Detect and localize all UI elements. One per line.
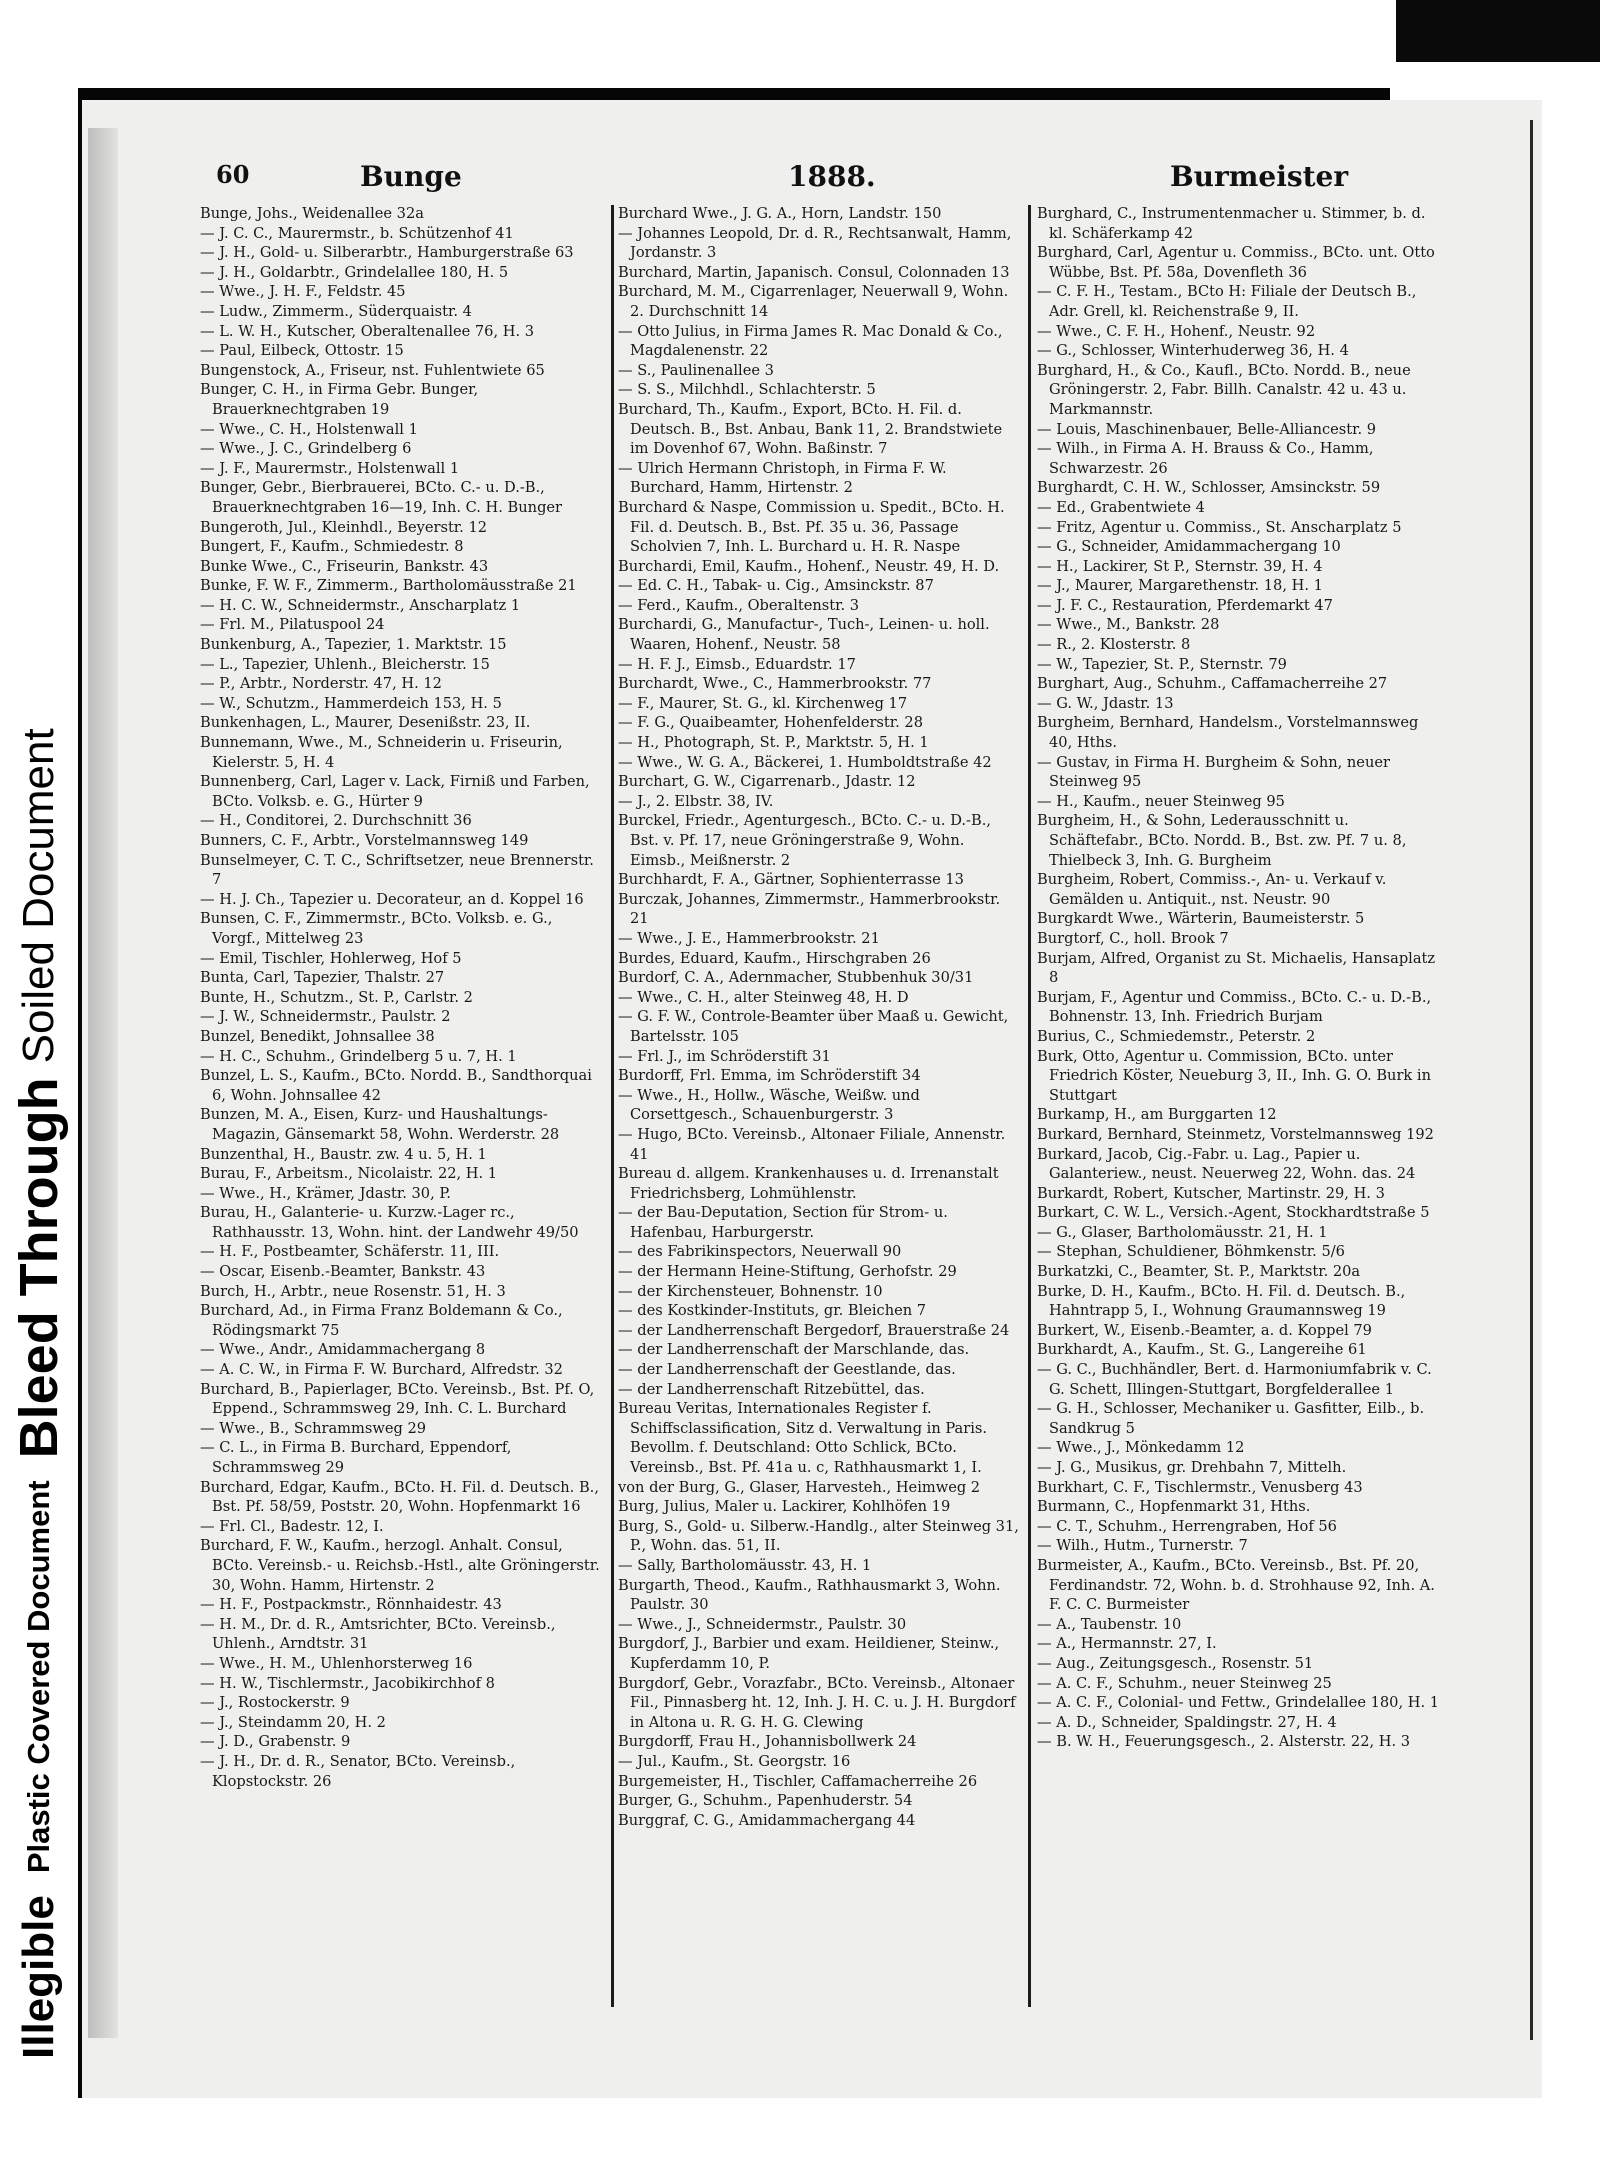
directory-entry: — P., Arbtr., Norderstr. 47, H. 12: [200, 675, 442, 693]
directory-entry: Burgdorf, Gebr., Vorazfabr., BCto. Vereinsb., Altonaer Fil., Pinnasberg ht. 12, Inh. J. H. C. u. J. H. Burgdorf in Altona u. R. G. H. G. Clewing: [618, 1674, 1016, 1731]
directory-entry: — Gustav, in Firma H. Burgheim & Sohn, neuer Steinweg 95: [1037, 753, 1390, 791]
directory-entry: — J., 2. Elbstr. 38, IV.: [618, 792, 774, 810]
banner-soiled-document: Soiled Document: [14, 728, 63, 1064]
directory-entry: Bunsen, C. F., Zimmermstr., BCto. Volksb. e. G., Vorgf., Mittelweg 23: [200, 910, 553, 947]
directory-entry: Bunger, Gebr., Bierbrauerei, BCto. C.- u. D.-B., Brauerknechtgraben 16—19, Inh. C. H. Bunger: [200, 479, 563, 516]
directory-entry: — Wwe., J., Schneidermstr., Paulstr. 30: [618, 1615, 907, 1633]
directory-entry: Burjam, Alfred, Organist zu St. Michaelis, Hansaplatz 8: [1037, 949, 1436, 987]
directory-entry: — A. D., Schneider, Spaldingstr. 27, H. 4: [1037, 1713, 1337, 1731]
directory-entry: — Otto Julius, in Firma James R. Mac Donald & Co., Magdalenenstr. 22: [618, 322, 1003, 360]
directory-entry: — H. F., Postbeamter, Schäferstr. 11, III.: [200, 1243, 500, 1261]
directory-entry: Burchard, Edgar, Kaufm., BCto. H. Fil. d. Deutsch. B., Bst. Pf. 58/59, Poststr. 20, Wohn. Hopfenmarkt 16: [200, 1478, 599, 1516]
directory-entry: Burkhart, C. F., Tischlermstr., Venusberg 43: [1037, 1478, 1363, 1496]
directory-entry: — Wwe., H., Hollw., Wäsche, Weißw. und Corsettgesch., Schauenburgerstr. 3: [618, 1086, 920, 1124]
directory-entry: — J., Steindamm 20, H. 2: [200, 1713, 386, 1731]
directory-entry: Bunkenhagen, L., Maurer, Desenißstr. 23, II.: [200, 714, 531, 732]
directory-entry: — Wwe., H. M., Uhlenhorsterweg 16: [200, 1654, 473, 1672]
directory-entry: — H., Kaufm., neuer Steinweg 95: [1037, 792, 1285, 810]
directory-entry: Burkhardt, A., Kaufm., St. G., Langereihe 61: [1037, 1341, 1367, 1359]
directory-entry: — S., Paulinenallee 3: [618, 361, 774, 379]
directory-entry: — A. C. F., Schuhm., neuer Steinweg 25: [1037, 1674, 1332, 1692]
directory-entry: Burk, Otto, Agentur u. Commission, BCto. unter Friedrich Köster, Neueburg 3, II., Inh. G. O. Burk in Stuttgart: [1037, 1047, 1431, 1104]
directory-entry: — Wilh., in Firma A. H. Brauss & Co., Hamm, Schwarzestr. 26: [1037, 440, 1374, 477]
directory-entry: von der Burg, G., Glaser, Harvesteh., Heimweg 2: [618, 1478, 981, 1496]
directory-entry: Burkamp, H., am Burggarten 12: [1037, 1106, 1277, 1124]
running-head-right: Burmeister: [1170, 160, 1349, 193]
directory-entry: — L., Tapezier, Uhlenh., Bleicherstr. 15: [200, 655, 490, 673]
directory-entry: — H. C. W., Schneidermstr., Anscharplatz 1: [200, 596, 521, 614]
directory-entry: Burchard, Ad., in Firma Franz Boldemann & Co., Rödingsmarkt 75: [200, 1302, 563, 1339]
directory-entry: Bunke Wwe., C., Friseurin, Bankstr. 43: [200, 557, 489, 575]
directory-entry: — B. W. H., Feuerungsgesch., 2. Alsterstr. 22, H. 3: [1037, 1733, 1411, 1751]
directory-entry: — A., Taubenstr. 10: [1037, 1615, 1182, 1633]
directory-entry: — Johannes Leopold, Dr. d. R., Rechtsanwalt, Hamm, Jordanstr. 3: [618, 224, 1012, 262]
directory-entry: Burau, H., Galanterie- u. Kurzw.-Lager rc., Rathhausstr. 13, Wohn. hint. der Landwehr 49/50: [200, 1204, 579, 1241]
directory-entry: — G. C., Buchhändler, Bert. d. Harmoniumfabrik v. C. G. Schett, Illingen-Stuttgart, Borgfelderallee 1: [1037, 1361, 1432, 1398]
directory-entry: Burczak, Johannes, Zimmermstr., Hammerbrookstr. 21: [618, 890, 1001, 928]
directory-entry: Burg, S., Gold- u. Silberw.-Handlg., alter Steinweg 31, P., Wohn. das. 51, II.: [618, 1517, 1019, 1555]
directory-entry: — F. G., Quaibeamter, Hohenfelderstr. 28: [618, 714, 923, 732]
running-head-left: Bunge: [360, 160, 462, 193]
directory-entry: — J., Rostockerstr. 9: [200, 1694, 350, 1712]
directory-entry: Burgemeister, H., Tischler, Caffamacherreihe 26: [618, 1772, 978, 1790]
directory-entry: — H. F. J., Eimsb., Eduardstr. 17: [618, 655, 856, 673]
directory-entry: Burius, C., Schmiedemstr., Peterstr. 2: [1037, 1027, 1316, 1045]
directory-entry: — Ulrich Hermann Christoph, in Firma F. W. Burchard, Hamm, Hirtenstr. 2: [618, 459, 947, 497]
directory-entry: — R., 2. Klosterstr. 8: [1037, 636, 1191, 654]
directory-entry: — Ferd., Kaufm., Oberaltenstr. 3: [618, 596, 860, 614]
directory-entry: — H. C., Schuhm., Grindelberg 5 u. 7, H. 1: [200, 1047, 517, 1065]
directory-entry: — Ludw., Zimmerm., Süderquaistr. 4: [200, 302, 472, 320]
directory-entry: Burgdorff, Frau H., Johannisbollwerk 24: [618, 1733, 917, 1751]
directory-entry: — J. H., Dr. d. R., Senator, BCto. Vereinsb., Klopstockstr. 26: [200, 1752, 516, 1790]
directory-entry: Bunnemann, Wwe., M., Schneiderin u. Friseurin, Kielerstr. 5, H. 4: [200, 734, 563, 771]
directory-entry: Burchard, M. M., Cigarrenlager, Neuerwall 9, Wohn. 2. Durchschnitt 14: [618, 283, 1009, 320]
directory-entry: — der Bau-Deputation, Section für Strom- u. Hafenbau, Harburgerstr.: [618, 1204, 948, 1241]
directory-entry: Bunnenberg, Carl, Lager v. Lack, Firniß und Farben, BCto. Volksb. e. G., Hürter 9: [200, 773, 590, 810]
directory-entry: — der Hermann Heine-Stiftung, Gerhofstr. 29: [618, 1263, 957, 1281]
directory-entry: — Wwe., Andr., Amidammachergang 8: [200, 1341, 486, 1359]
directory-entry: Bunke, F. W. F., Zimmerm., Bartholomäusstraße 21: [200, 577, 577, 595]
directory-entry: Burgheim, Bernhard, Handelsm., Vorstelmannsweg 40, Hths.: [1037, 714, 1419, 752]
directory-entry: Burchard, Martin, Japanisch. Consul, Colonnaden 13: [618, 263, 1010, 281]
directory-entry: — W., Schutzm., Hammerdeich 153, H. 5: [200, 694, 502, 712]
directory-entry: Burchardi, G., Manufactur-, Tuch-, Leinen- u. holl. Waaren, Hohenf., Neustr. 58: [618, 616, 990, 654]
directory-entry: — Wwe., H., Krämer, Jdastr. 30, P.: [200, 1184, 451, 1202]
directory-entry: — C. F. H., Testam., BCto H: Filiale der Deutsch B., Adr. Grell, kl. Reichenstraße 9, II.: [1037, 283, 1417, 320]
directory-entry: Burchard, Th., Kaufm., Export, BCto. H. Fil. d. Deutsch. B., Bst. Anbau, Bank 11, 2. Brandstwiete im Dovenhof 67, Wohn. Baßinstr. 7: [618, 400, 1003, 458]
directory-entry: Burjam, F., Agentur und Commiss., BCto. C.- u. D.-B., Bohnenstr. 13, Inh. Friedrich Burjam: [1037, 988, 1432, 1026]
directory-entry: — der Landherrenschaft Bergedorf, Brauerstraße 24: [618, 1321, 1010, 1339]
directory-entry: Bureau Veritas, Internationales Register f. Schiffsclassification, Sitz d. Verwaltung in Paris. Bevollm. f. Deutschland: Otto Schlick, BCto. Vereinsb., Bst. Pf. 41a u. c, Rathhausmarkt 1, I.: [618, 1400, 988, 1476]
directory-entry: Bunzen, M. A., Eisen, Kurz- und Haushaltungs-Magazin, Gänsemarkt 58, Wohn. Werderstr. 28: [200, 1106, 560, 1143]
directory-entry: — Wwe., J. E., Hammerbrookstr. 21: [618, 929, 880, 947]
directory-entry: — Wwe., J. H. F., Feldstr. 45: [200, 283, 406, 301]
directory-entry: — A. C. W., in Firma F. W. Burchard, Alfredstr. 32: [200, 1361, 563, 1379]
directory-entry: — der Landherrenschaft der Geestlande, das.: [618, 1361, 956, 1379]
running-head-year: 1888.: [788, 160, 876, 193]
directory-entry: — W., Tapezier, St. P., Sternstr. 79: [1037, 655, 1287, 673]
directory-entry: — H., Conditorei, 2. Durchschnitt 36: [200, 812, 472, 830]
directory-entry: — des Fabrikinspectors, Neuerwall 90: [618, 1243, 902, 1261]
directory-entry: — J. D., Grabenstr. 9: [200, 1733, 351, 1751]
bottom-margin: [78, 2098, 1600, 2177]
directory-entry: — C. L., in Firma B. Burchard, Eppendorf, Schrammsweg 29: [200, 1439, 512, 1476]
directory-entry: — Frl. M., Pilatuspool 24: [200, 616, 385, 634]
directory-entry: — G. F. W., Controle-Beamter über Maaß u. Gewicht, Bartelsstr. 105: [618, 1008, 1009, 1045]
directory-entry: Burkardt, Robert, Kutscher, Martinstr. 29, H. 3: [1037, 1184, 1385, 1202]
directory-entry: Burghart, Aug., Schuhm., Caffamacherreihe 27: [1037, 675, 1388, 693]
directory-entry: — Aug., Zeitungsgesch., Rosenstr. 51: [1037, 1654, 1314, 1672]
directory-entry: Burghardt, C. H. W., Schlosser, Amsinckstr. 59: [1037, 479, 1381, 497]
directory-entry: — Stephan, Schuldiener, Böhmkenstr. 5/6: [1037, 1243, 1345, 1261]
directory-entry: — Louis, Maschinenbauer, Belle-Alliancestr. 9: [1037, 420, 1377, 438]
directory-entry: — Ed. C. H., Tabak- u. Cig., Amsinckstr. 87: [618, 577, 934, 595]
directory-entry: Burke, D. H., Kaufm., BCto. H. Fil. d. Deutsch. B., Hahntrapp 5, I., Wohnung Graumannsweg 19: [1037, 1282, 1406, 1320]
directory-entry: — H., Photograph, St. P., Marktstr. 5, H. 1: [618, 734, 929, 752]
directory-entry: — Paul, Eilbeck, Ottostr. 15: [200, 342, 404, 360]
directory-entry: — Wwe., J. C., Grindelberg 6: [200, 440, 412, 458]
directory-entry: Burkatzki, C., Beamter, St. P., Marktstr. 20a: [1037, 1263, 1361, 1281]
directory-entry: Bunners, C. F., Arbtr., Vorstelmannsweg 149: [200, 832, 529, 849]
directory-entry: — F., Maurer, St. G., kl. Kirchenweg 17: [618, 694, 908, 712]
directory-entry: Bunge, Johs., Weidenallee 32a: [200, 205, 424, 222]
directory-entry: Bungeroth, Jul., Kleinhdl., Beyerstr. 12: [200, 518, 488, 536]
directory-entry: — J. F., Maurermstr., Holstenwall 1: [200, 459, 460, 477]
directory-entry: — J., Maurer, Margarethenstr. 18, H. 1: [1037, 577, 1323, 595]
directory-entry: — Emil, Tischler, Hohlerweg, Hof 5: [200, 949, 462, 967]
directory-entry: — C. T., Schuhm., Herrengraben, Hof 56: [1037, 1517, 1337, 1535]
directory-entry: — Wwe., B., Schrammsweg 29: [200, 1419, 427, 1437]
directory-entry: — der Kirchensteuer, Bohnenstr. 10: [618, 1282, 883, 1300]
directory-entry: — Frl. J., im Schröderstift 31: [618, 1047, 831, 1065]
directory-entry: Burchard Wwe., J. G. A., Horn, Landstr. 150: [618, 205, 942, 222]
directory-entry: — G., Schlosser, Winterhuderweg 36, H. 4: [1037, 342, 1349, 360]
directory-entry: — Fritz, Agentur u. Commiss., St. Anscharplatz 5: [1037, 518, 1402, 536]
directory-entry: — H. F., Postpackmstr., Rönnhaidestr. 43: [200, 1596, 502, 1614]
directory-entry: Burckel, Friedr., Agenturgesch., BCto. C.- u. D.-B., Bst. v. Pf. 17, neue Gröningerstraße 9, Wohn. Eimsb., Meißnerstr. 2: [618, 812, 991, 869]
directory-entry: — Wwe., C. F. H., Hohenf., Neustr. 92: [1037, 322, 1316, 340]
directory-entry: Burgdorf, J., Barbier und exam. Heildiener, Steinw., Kupferdamm 10, P.: [618, 1635, 1000, 1672]
directory-entry: — Oscar, Eisenb.-Beamter, Bankstr. 43: [200, 1263, 486, 1281]
directory-entry: — G., Schneider, Amidammachergang 10: [1037, 538, 1341, 556]
column-rule: [611, 205, 614, 2007]
directory-entry: — Wwe., M., Bankstr. 28: [1037, 616, 1220, 634]
directory-entry: — H., Lackirer, St P., Sternstr. 39, H. 4: [1037, 557, 1323, 575]
directory-entry: — J. C. C., Maurermstr., b. Schützenhof 41: [200, 224, 514, 242]
directory-entry: — A., Hermannstr. 27, I.: [1037, 1635, 1217, 1653]
directory-entry: — S. S., Milchhdl., Schlachterstr. 5: [618, 381, 876, 399]
directory-entry: — Wwe., J., Mönkedamm 12: [1037, 1439, 1245, 1457]
page-number: 60: [216, 160, 250, 189]
page-binding-edge: [88, 128, 118, 2038]
directory-entry: — G. H., Schlosser, Mechaniker u. Gasfitter, Eilb., b. Sandkrug 5: [1037, 1400, 1425, 1437]
directory-entry: Bunkenburg, A., Tapezier, 1. Marktstr. 15: [200, 636, 507, 654]
directory-entry: — H. W., Tischlermstr., Jacobikirchhof 8: [200, 1674, 495, 1692]
directory-entry: Burkard, Bernhard, Steinmetz, Vorstelmannsweg 192: [1037, 1125, 1434, 1143]
directory-entry: Bureau d. allgem. Krankenhauses u. d. Irrenanstalt Friedrichsberg, Lohmühlenstr.: [618, 1165, 999, 1202]
directory-entry: — A. C. F., Colonial- und Fettw., Grindelallee 180, H. 1: [1037, 1694, 1440, 1712]
directory-entry: — Ed., Grabentwiete 4: [1037, 498, 1205, 516]
directory-entry: Bungenstock, A., Friseur, nst. Fuhlentwiete 65: [200, 361, 545, 379]
banner-bleed-through: Bleed Through: [9, 1077, 69, 1459]
directory-entry: Bungert, F., Kaufm., Schmiedestr. 8: [200, 538, 464, 556]
directory-entry: Burgtorf, C., holl. Brook 7: [1037, 929, 1229, 947]
directory-entry: Bunte, H., Schutzm., St. P., Carlstr. 2: [200, 988, 473, 1006]
directory-entry: Bunzel, Benedikt, Johnsallee 38: [200, 1027, 435, 1045]
directory-entry: — der Landherrenschaft Ritzebüttel, das.: [618, 1380, 925, 1398]
directory-entry: — des Kostkinder-Instituts, gr. Bleichen 7: [618, 1302, 927, 1320]
directory-entry: — Jul., Kaufm., St. Georgstr. 16: [618, 1752, 851, 1770]
directory-entry: Burchard & Naspe, Commission u. Spedit., BCto. H. Fil. d. Deutsch. B., Bst. Pf. 35 u. 36, Passage Scholvien 7, Inh. L. Burchard u. H. R. Naspe: [618, 498, 1005, 556]
directory-entry: Burdes, Eduard, Kaufm., Hirschgraben 26: [618, 949, 931, 967]
entry-column-1: [200, 204, 604, 1791]
quality-banner-text: [0, 0, 78, 2177]
directory-entry: Burkart, C. W. L., Versich.-Agent, Stockhardtstraße 5: [1037, 1204, 1430, 1222]
banner-plastic-covered: Plastic Covered Document: [21, 1480, 56, 1874]
directory-entry: Burdorff, Frl. Emma, im Schröderstift 34: [618, 1067, 921, 1085]
directory-entry: — J. G., Musikus, gr. Drehbahn 7, Mittelh.: [1037, 1459, 1347, 1476]
directory-entry: Bunzel, L. S., Kaufm., BCto. Nordd. B., Sandthorquai 6, Wohn. Johnsallee 42: [200, 1067, 592, 1104]
corner-shadow: [1396, 0, 1600, 62]
directory-entry: Burgarth, Theod., Kaufm., Rathhausmarkt 3, Wohn. Paulstr. 30: [618, 1576, 1001, 1614]
directory-entry: Burghard, H., & Co., Kaufl., BCto. Nordd. B., neue Gröningerstr. 2, Fabr. Billh. Canalstr. 42 u. 43 u. Markmannstr.: [1037, 361, 1411, 418]
directory-entry: Bunta, Carl, Tapezier, Thalstr. 27: [200, 969, 445, 987]
directory-entry: Burchard, B., Papierlager, BCto. Vereinsb., Bst. Pf. O, Eppend., Schrammsweg 29, Inh. C. L. Burchard: [200, 1380, 595, 1418]
directory-entry: Burghard, C., Instrumentenmacher u. Stimmer, b. d. kl. Schäferkamp 42: [1037, 205, 1426, 242]
directory-entry: Burmeister, A., Kaufm., BCto. Vereinsb., Bst. Pf. 20, Ferdinandstr. 72, Wohn. b. d. Strohhause 92, Inh. A. F. C. C. Burmeister: [1037, 1556, 1435, 1614]
directory-entry: — Wwe., C. H., alter Steinweg 48, H. D: [618, 988, 909, 1006]
directory-entry: Burchardt, Wwe., C., Hammerbrookstr. 77: [618, 675, 932, 693]
quality-banner: [0, 0, 78, 2177]
directory-entry: Burmann, C., Hopfenmarkt 31, Hths.: [1037, 1498, 1311, 1516]
directory-entry: — J. F. C., Restauration, Pferdemarkt 47: [1037, 596, 1333, 614]
directory-entry: — Wwe., W. G. A., Bäckerei, 1. Humboldtstraße 42: [618, 753, 992, 771]
directory-entry: — J. W., Schneidermstr., Paulstr. 2: [200, 1008, 451, 1026]
directory-entry: Burchart, G. W., Cigarrenarb., Jdastr. 12: [618, 773, 916, 791]
directory-entry: — J. H., Gold- u. Silberarbtr., Hamburgerstraße 63: [200, 244, 574, 262]
directory-entry: Burch, H., Arbtr., neue Rosenstr. 51, H. 3: [200, 1282, 506, 1300]
directory-entry: Burgheim, H., & Sohn, Lederausschnitt u. Schäftefabr., BCto. Nordd. B., Bst. zw. Pf. 7 u. 8, Thielbeck 3, Inh. G. Burgheim: [1037, 812, 1407, 869]
directory-entry: — Sally, Bartholomäusstr. 43, H. 1: [618, 1556, 872, 1574]
directory-entry: Burdorf, C. A., Adernmacher, Stubbenhuk 30/31: [618, 969, 974, 987]
directory-entry: — L. W. H., Kutscher, Oberaltenallee 76, H. 3: [200, 322, 535, 340]
directory-entry: Burger, G., Schuhm., Papenhuderstr. 54: [618, 1792, 913, 1810]
directory-entry: — Frl. Cl., Badestr. 12, I.: [200, 1517, 384, 1535]
right-page-edge: [1530, 120, 1533, 2040]
directory-entry: — H. M., Dr. d. R., Amtsrichter, BCto. Vereinsb., Uhlenh., Arndtstr. 31: [200, 1615, 556, 1653]
directory-entry: Burkert, W., Eisenb.-Beamter, a. d. Koppel 79: [1037, 1321, 1372, 1339]
directory-entry: Burg, Julius, Maler u. Lackirer, Kohlhöfen 19: [618, 1498, 951, 1516]
directory-entry: — der Landherrenschaft der Marschlande, das.: [618, 1341, 970, 1359]
directory-entry: — G., Glaser, Bartholomäusstr. 21, H. 1: [1037, 1223, 1328, 1241]
directory-entry: Burkard, Jacob, Cig.-Fabr. u. Lag., Papier u. Galanteriew., neust. Neuerweg 22, Wohn. das. 24: [1037, 1145, 1416, 1183]
directory-entry: Burchardi, Emil, Kaufm., Hohenf., Neustr. 49, H. D.: [618, 557, 1000, 575]
directory-entry: Bunzenthal, H., Baustr. zw. 4 u. 5, H. 1: [200, 1145, 487, 1163]
directory-entry: Bunger, C. H., in Firma Gebr. Bunger, Brauerknechtgraben 19: [200, 381, 479, 418]
directory-entry: Burghard, Carl, Agentur u. Commiss., BCto. unt. Otto Wübbe, Bst. Pf. 58a, Dovenfleth 36: [1037, 244, 1435, 281]
entry-column-2: [618, 204, 1022, 1830]
directory-entry: — G. W., Jdastr. 13: [1037, 694, 1174, 712]
directory-entry: Burgkardt Wwe., Wärterin, Baumeisterstr. 5: [1037, 910, 1365, 928]
directory-entry: — J. H., Goldarbtr., Grindelallee 180, H. 5: [200, 263, 509, 281]
directory-entry: Burchard, F. W., Kaufm., herzogl. Anhalt. Consul, BCto. Vereinsb.- u. Reichsb.-Hstl., alte Gröningerstr. 30, Wohn. Hamm, Hirtenstr. 2: [200, 1537, 600, 1594]
directory-entry: Burgheim, Robert, Commiss.-, An- u. Verkauf v. Gemälden u. Antiquit., nst. Neustr. 90: [1037, 871, 1387, 908]
directory-entry: Burau, F., Arbeitsm., Nicolaistr. 22, H. 1: [200, 1165, 498, 1183]
banner-illegible: Illegible: [14, 1895, 63, 2059]
directory-entry: — Hugo, BCto. Vereinsb., Altonaer Filiale, Annenstr. 41: [618, 1125, 1006, 1163]
directory-entry: — Wwe., C. H., Holstenwall 1: [200, 420, 418, 438]
directory-entry: Burchhardt, F. A., Gärtner, Sophienterrasse 13: [618, 871, 964, 889]
entry-column-3: [1037, 204, 1441, 1752]
column-rule: [1028, 205, 1031, 2007]
directory-entry: — H. J. Ch., Tapezier u. Decorateur, an d. Koppel 16: [200, 890, 584, 908]
directory-entry: Bunselmeyer, C. T. C., Schriftsetzer, neue Brennerstr. 7: [200, 851, 594, 889]
directory-entry: — Wilh., Hutm., Turnerstr. 7: [1037, 1537, 1248, 1555]
directory-entry: Burggraf, C. G., Amidammachergang 44: [618, 1811, 916, 1829]
